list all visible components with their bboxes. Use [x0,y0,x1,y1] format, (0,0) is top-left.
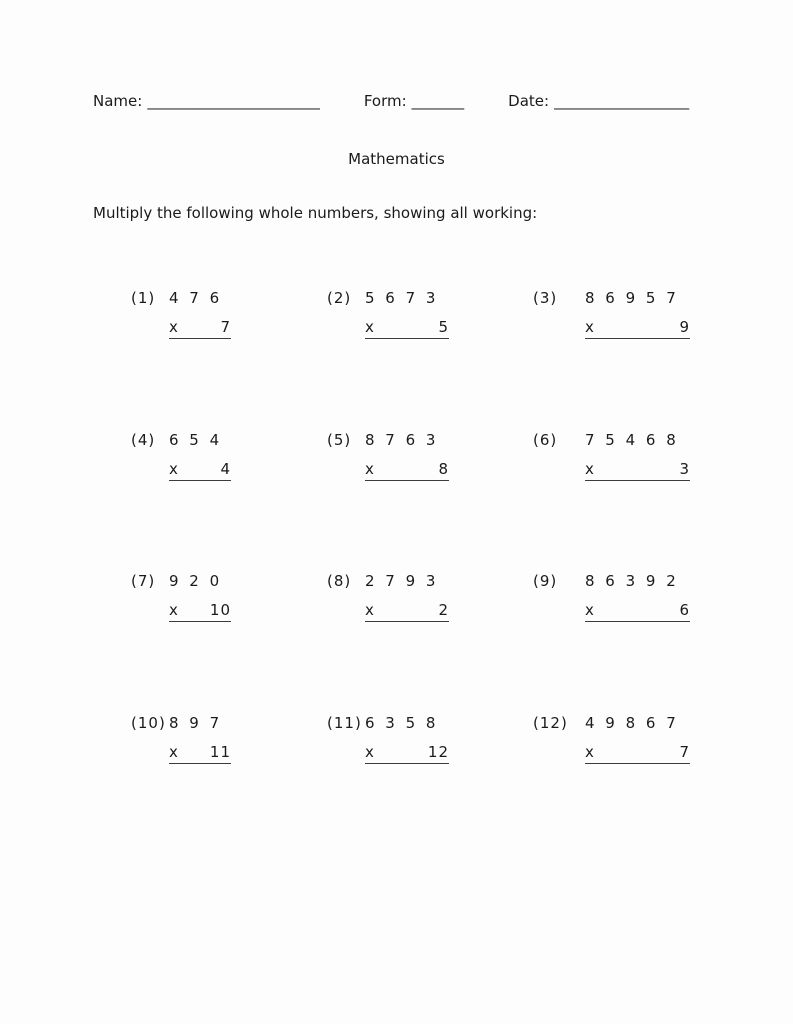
multiplier-value: 9 [679,318,690,336]
multiply-operator: x [585,460,595,478]
instruction-text: Multiply the following whole numbers, showing all working: [93,204,538,222]
multiply-operator: x [169,601,179,619]
multiply-operator: x [585,601,595,619]
multiplicand-digits: 5 6 7 3 [365,289,439,307]
problem-number: (10) [131,714,166,732]
multiplicand-digits: 8 9 7 [169,714,223,732]
multiplier-row [169,317,231,339]
multiplier-row [585,317,690,339]
multiplier-value: 11 [209,743,231,761]
multiplier-value: 5 [438,318,449,336]
problem-number: (12) [533,714,568,732]
date-label: Date: [508,92,550,110]
multiply-operator: x [365,460,375,478]
multiplier-row [585,600,690,622]
multiplicand-digits: 8 6 3 9 2 [585,572,679,590]
multiplicand-digits: 9 2 0 [169,572,223,590]
form-label: Form: [363,92,407,110]
problem-number: (11) [327,714,362,732]
multiply-operator: x [365,318,375,336]
multiplicand-digits: 6 5 4 [169,431,223,449]
multiplicand-digits: 8 6 9 5 7 [585,289,679,307]
name-label: Name: [93,92,143,110]
multiplicand-digits: 8 7 6 3 [365,431,439,449]
problem-3 [533,288,690,357]
problem-2 [327,288,449,357]
problem-number: (8) [327,572,352,590]
problem-7 [131,571,231,640]
multiply-operator: x [585,743,595,761]
page-title: Mathematics [348,150,445,168]
problem-9 [533,571,690,640]
problem-number: (6) [533,431,558,449]
multiplier-row [365,600,449,622]
problem-6 [533,430,690,499]
problem-number: (2) [327,289,352,307]
multiplier-value: 12 [427,743,449,761]
problem-8 [327,571,449,640]
problem-5 [327,430,449,499]
multiplier-row [169,459,231,481]
multiply-operator: x [365,743,375,761]
name-blank[interactable]: _______________________ [147,92,320,110]
multiplicand-digits: 2 7 9 3 [365,572,439,590]
multiply-operator: x [585,318,595,336]
multiplier-value: 2 [438,601,449,619]
form-blank[interactable]: _______ [411,92,465,110]
problem-number: (9) [533,572,558,590]
multiply-operator: x [169,743,179,761]
multiply-operator: x [169,460,179,478]
multiplier-row [585,459,690,481]
multiplier-row [365,459,449,481]
multiplicand-digits: 4 7 6 [169,289,223,307]
multiply-operator: x [169,318,179,336]
problem-number: (7) [131,572,156,590]
problem-number: (1) [131,289,156,307]
problem-number: (4) [131,431,156,449]
multiplier-row [585,742,690,764]
multiplier-value: 7 [679,743,690,761]
problem-1 [131,288,231,357]
multiplier-value: 10 [209,601,231,619]
problem-11 [327,713,449,782]
multiplier-value: 6 [679,601,690,619]
multiplier-value: 3 [679,460,690,478]
multiplicand-digits: 7 5 4 6 8 [585,431,679,449]
multiplicand-digits: 4 9 8 6 7 [585,714,679,732]
problem-10 [131,713,231,782]
multiplicand-digits: 6 3 5 8 [365,714,439,732]
problem-number: (5) [327,431,352,449]
multiplier-value: 4 [220,460,231,478]
problem-4 [131,430,231,499]
multiplier-row [365,742,449,764]
multiplier-value: 7 [220,318,231,336]
multiply-operator: x [365,601,375,619]
multiplier-row [169,742,231,764]
problem-number: (3) [533,289,558,307]
problem-12 [533,713,690,782]
multiplier-row [365,317,449,339]
multiplier-value: 8 [438,460,449,478]
multiplier-row [169,600,231,622]
date-blank[interactable]: __________________ [554,92,690,110]
